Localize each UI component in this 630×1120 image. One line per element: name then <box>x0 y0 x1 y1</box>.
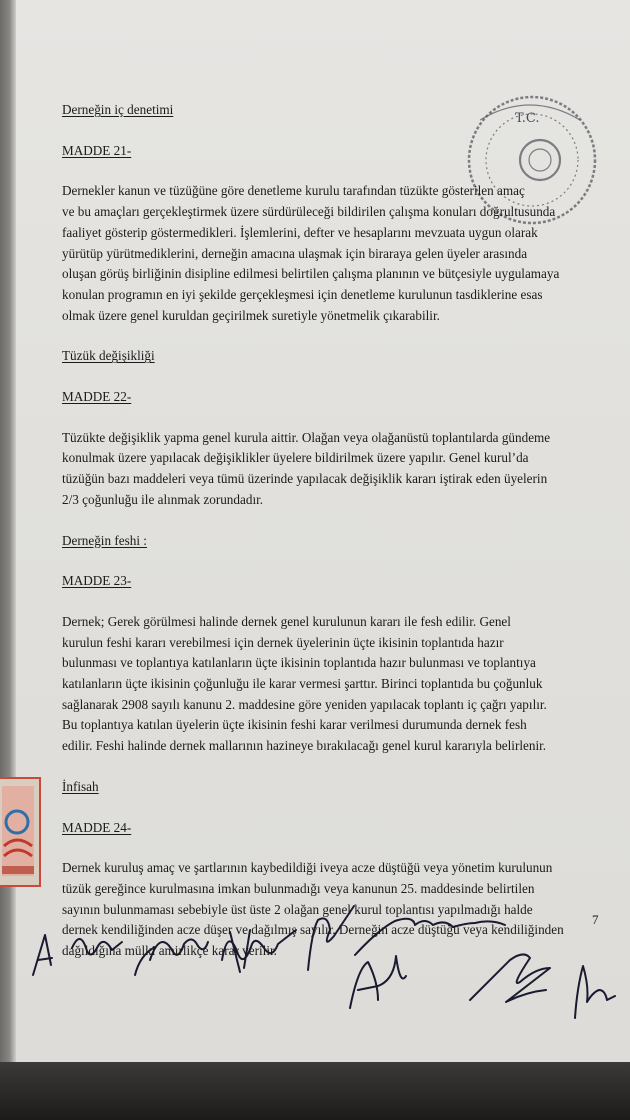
paragraph-line: tüzük gereğince kurulmasına imkan bulunmadığı veya kanunun 25. maddesinde belirtilen <box>62 880 535 896</box>
paragraph-line: konulan programın en iyi şekilde gerçekleşmesi için denetleme kurulunun tasdiklerine esas <box>62 286 543 302</box>
section-article-23 <box>62 531 618 757</box>
paragraph-line: Tüzükte değişiklik yapma genel kurula aittir. Olağan veya olağanüstü toplantılarda gündeme <box>62 429 551 445</box>
paragraph-line: olmak üzere genel kuruldan geçirilmek suretiyle yönetmelik çıkarabilir. <box>62 307 440 323</box>
section-heading: Derneğin feshi : <box>62 532 147 548</box>
paragraph-line: ve bu amaçları gerçekleştirmek üzere sürdürüleceği bildirilen çalışma konuları doğrultusunda <box>62 204 556 220</box>
paragraph-line: konulmak üzere yapılacak değişiklikler üyelere bildirilmek üzere yapılır. Genel kurul’da <box>62 450 529 466</box>
article-paragraph <box>62 181 618 326</box>
section-heading: Derneğin iç denetimi <box>62 102 174 117</box>
article-paragraph <box>62 612 618 757</box>
section-article-22 <box>62 346 618 510</box>
paragraph-line: dernek kendiliğinden acze düşer ve dağılmış sayılır. Derneğin acze düştüğü veya kendiliğinden <box>62 922 564 938</box>
paragraph-line: Bu toplantıya katılan üyelerin üçte ikisinin feshi karar verilmesi durumunda dernek fesh <box>62 717 527 733</box>
article-paragraph <box>62 858 618 962</box>
paragraph-line: katılanların üçte ikisinin çoğunluğu ile karar vermesi şarttır. Birinci toplantıda bu çoğunluk <box>62 676 543 692</box>
paragraph-line: kurulun feshi kararı verebilmesi için dernek üyelerinin üçte ikisinin toplantıda hazır <box>62 634 504 650</box>
svg-text:T.C.: T.C. <box>515 111 540 126</box>
page-number: 7 <box>592 912 599 927</box>
paragraph-line: bulunması ve toplantıya katılanların üçte ikisinin toplantıda hazır bulunması ve toplantıya <box>62 655 536 671</box>
article-number: MADDE 22- <box>62 389 132 405</box>
article-number: MADDE 24- <box>62 819 132 835</box>
paragraph-line: 2/3 çoğunluğu ile alınmak zorundadır. <box>62 491 264 507</box>
paragraph-line: tüzüğün bazı maddeleri veya tümü üzerinde yapılacak değişiklik kararı iştirak eden üyelerin <box>62 471 548 487</box>
paragraph-line: oluşan görüş birliğinin disipline edilmesi belirtilen çalışma planının ve bütçesiyle uygulamaya <box>62 266 560 282</box>
paragraph-line: yürütüp yürütmediklerini, derneğin amacına ulaşmak için biraraya gelen üyeler arasında <box>62 245 528 261</box>
paragraph-line: sayının bulunmaması sebebiyle üst üste 2 olağan genel kurul toplantısı yapılmadığı halde <box>62 901 533 917</box>
paragraph-line: Dernek kuruluş amaç ve şartlarının kaybedildiği iveya acze düştüğü veya yönetim kurulunun <box>62 860 553 876</box>
paragraph-line: dağıldığına mülki amirlikçe karar verilir. <box>62 943 277 959</box>
section-heading: İnfisah <box>62 778 99 794</box>
article-number: MADDE 21- <box>62 142 132 158</box>
document-body <box>62 100 618 962</box>
paragraph-line: sağlanarak 2908 sayılı kanunu 2. maddesine göre yeniden yapılacak toplantı iç çağrı yapılır. <box>62 696 547 712</box>
paragraph-line: Dernek; Gerek görülmesi halinde dernek genel kurulunun kararı ile fesh edilir. Genel <box>62 613 511 629</box>
paragraph-line: faaliyet gösterip göstermedikleri. İşlemlerini, defter ve hesaplarını mevzuata uygun olarak <box>62 224 538 240</box>
article-number: MADDE 23- <box>62 573 132 589</box>
section-article-21 <box>62 100 618 326</box>
paragraph-line: edilir. Feshi halinde dernek mallarının hazineye bırakılacağı genel kurul kararıyla belirlenir. <box>62 738 547 754</box>
section-heading: Tüzük değişikliği <box>62 348 155 364</box>
article-paragraph <box>62 428 618 511</box>
revenue-stamp <box>0 778 40 886</box>
section-article-24 <box>62 777 618 962</box>
paragraph-line: Dernekler kanun ve tüzüğüne göre denetleme kurulu tarafından tüzükte gösterilen amaç <box>62 183 525 199</box>
